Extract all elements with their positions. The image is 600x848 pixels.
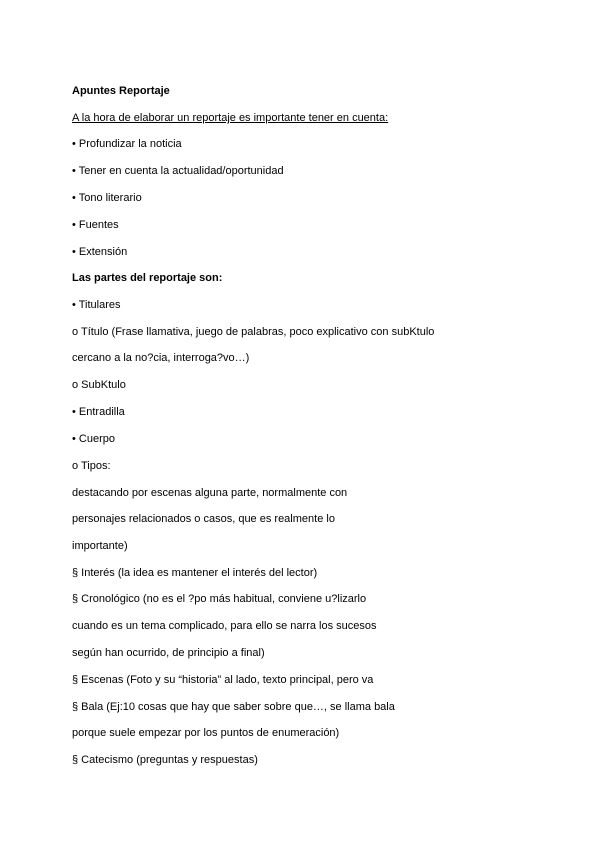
intro-line: A la hora de elaborar un reportaje es importante tener en cuenta: <box>72 112 389 124</box>
body-line: según han ocurrido, de principio a final) <box>72 647 265 659</box>
parts-heading: Las partes del reportaje son: <box>72 272 223 284</box>
body-line: • Cuerpo <box>72 433 115 445</box>
consideration-item: • Tono literario <box>72 192 142 204</box>
body-line: personajes relacionados o casos, que es realmente lo <box>72 513 335 525</box>
body-line: porque suele empezar por los puntos de enumeración) <box>72 727 340 739</box>
body-line: cuando es un tema complicado, para ello se narra los sucesos <box>72 620 377 632</box>
consideration-item: • Profundizar la noticia <box>72 138 182 150</box>
body-line: o Título (Frase llamativa, juego de palabras, poco explicativo con subKtulo <box>72 326 435 338</box>
body-line: cercano a la no?cia, interroga?vo…) <box>72 352 250 364</box>
body-line: § Cronológico (no es el ?po más habitual, conviene u?lizarlo <box>72 593 367 605</box>
consideration-item: • Extensión <box>72 246 128 258</box>
body-line: destacando por escenas alguna parte, normalmente con <box>72 487 348 499</box>
body-line: § Bala (Ej:10 cosas que hay que saber sobre que…, se llama bala <box>72 701 395 713</box>
body-line: o SubKtulo <box>72 379 126 391</box>
body-line: • Entradilla <box>72 406 125 418</box>
body-line: § Interés (la idea es mantener el interés del lector) <box>72 567 318 579</box>
body-line: • Titulares <box>72 299 121 311</box>
document-title: Apuntes Reportaje <box>72 85 170 97</box>
body-line: § Catecismo (preguntas y respuestas) <box>72 754 258 766</box>
body-line: importante) <box>72 540 128 552</box>
body-line: § Escenas (Foto y su “historia” al lado, texto principal, pero va <box>72 674 374 686</box>
consideration-item: • Fuentes <box>72 219 119 231</box>
consideration-item: • Tener en cuenta la actualidad/oportunidad <box>72 165 284 177</box>
body-line: o Tipos: <box>72 460 111 472</box>
